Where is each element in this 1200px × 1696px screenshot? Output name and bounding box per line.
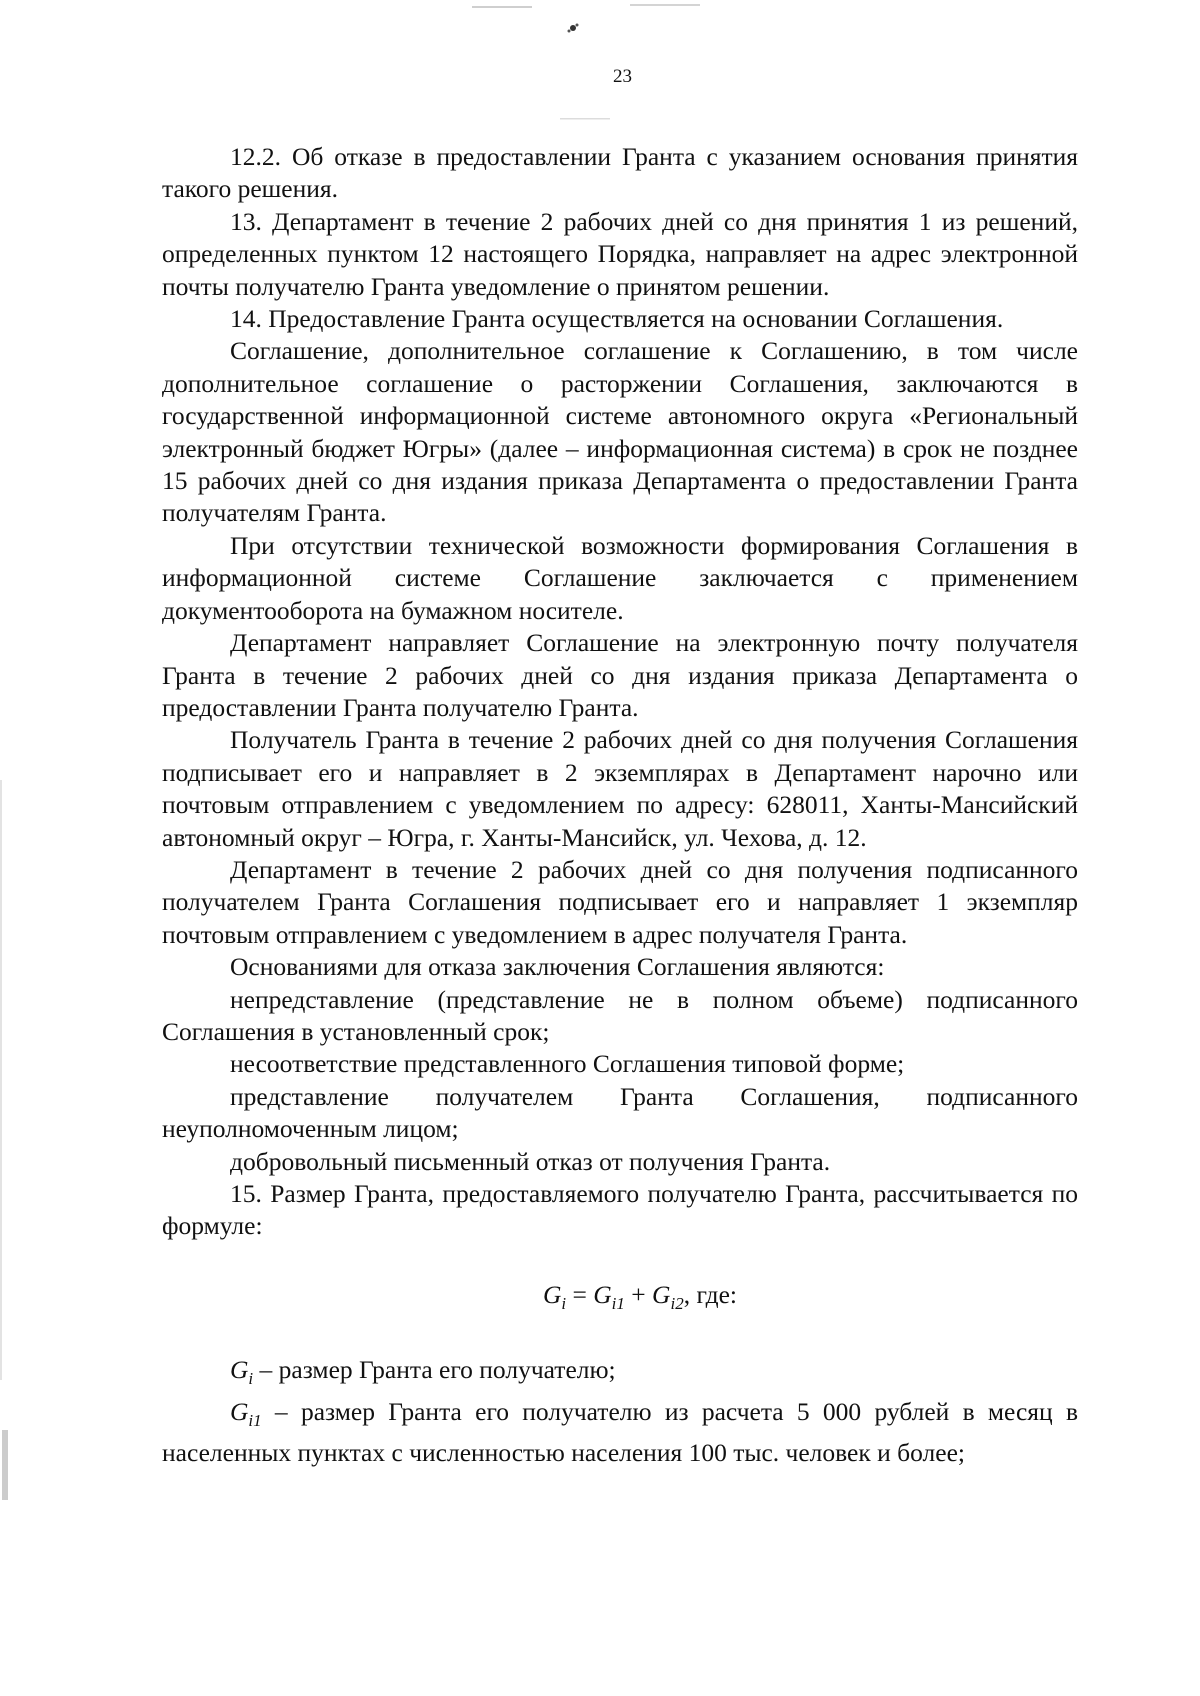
definition-gi: [162, 1354, 1078, 1396]
definition-gi1-text: – размер Гранта его получателю из расчета 5 000 рублей в месяц в населенных пунктах с численностью населения 100 тыс. человек и более;: [162, 1396, 1078, 1468]
paragraph-15: 15. Размер Гранта, предоставляемого получателю Гранта, рассчитывается по формуле:: [162, 1179, 1078, 1241]
formula-term-2: G: [652, 1279, 671, 1309]
paragraph-department-sends: Департамент направляет Соглашение на электронную почту получателя Гранта в течение 2 рабочих дней со дня издания приказа Департамента о предоставлении Гранта получателю Гранта.: [162, 628, 1078, 722]
formula-term-2-sub: i2: [670, 1293, 684, 1313]
definition-gi-text: – размер Гранта его получателю;: [253, 1355, 616, 1385]
paragraph-recipient-signs: Получатель Гранта в течение 2 рабочих дней со дня получения Соглашения подписывает его и направляет в 2 экземплярах в Департамент нарочно или почтовым отправлением с уведомлением по адресу: 628011, Ханты-Мансийский автономный округ – Югра, г. Ханты-Мансийск, ул. Чехова, д. 12.: [162, 725, 1078, 852]
formula-plus: +: [624, 1279, 653, 1309]
formula-lhs: G: [542, 1279, 562, 1309]
paragraph-agreement-info-system: Соглашение, дополнительное соглашение к Соглашению, в том числе дополнительное соглашение о расторжении Соглашения, заключаются в государственной информационной системе автономного округа «Региональный электронный бюджет Югры» (далее – информационная система) в срок не позднее 15 рабочих дней со дня издания приказа Департамента о предоставлении Гранта получателям Гранта.: [162, 336, 1078, 528]
document-body: [162, 141, 1078, 1470]
paragraph-ground-3: представление получателем Гранта Соглашения, подписанного неуполномоченным лицом;: [162, 1081, 1078, 1144]
definition-gi1-symbol: G: [230, 1396, 249, 1426]
paragraph-14: 14. Предоставление Гранта осуществляется на основании Соглашения.: [230, 304, 1004, 334]
paragraph-13: 13. Департамент в течение 2 рабочих дней со дня принятия 1 из решений, определенных пунктом 12 настоящего Порядка, направляет на адрес электронной почты получателю Гранта уведомление о принятом решении.: [162, 206, 1078, 301]
definition-gi-sub: i: [248, 1369, 254, 1389]
formula-tail: , где:: [683, 1279, 738, 1309]
paragraph-refusal-grounds: Основаниями для отказа заключения Соглашения являются:: [230, 952, 885, 982]
page-number: 23: [613, 66, 632, 87]
paragraph-ground-2: несоответствие представленного Соглашения типовой форме;: [230, 1049, 905, 1079]
paragraph-department-signs: Департамент в течение 2 рабочих дней со дня получения подписанного получателем Гранта Соглашения подписывает его и направляет 1 экземпляр почтовым отправлением с уведомлением в адрес получателя Гранта.: [162, 854, 1078, 949]
definition-gi-symbol: G: [230, 1355, 249, 1385]
formula-term-1-sub: i1: [611, 1293, 625, 1313]
grant-formula: [162, 1279, 1078, 1321]
formula-term-1: G: [593, 1279, 612, 1309]
definition-gi1-sub: i1: [248, 1410, 262, 1430]
formula-lhs-sub: i: [561, 1293, 567, 1313]
paragraph-paper-workflow: При отсутствии технической возможности формирования Соглашения в информационной системе Соглашение заключается с применением документооборота на бумажном носителе.: [162, 530, 1078, 625]
paragraph-ground-1: непредставление (представление не в полном объеме) подписанного Соглашения в установленный срок;: [162, 984, 1078, 1046]
definition-gi1: [162, 1396, 1078, 1470]
formula-eq: =: [566, 1279, 594, 1309]
paragraph-12-2: 12.2. Об отказе в предоставлении Гранта с указанием основания принятия такого решения.: [162, 142, 1078, 204]
paragraph-ground-4: добровольный письменный отказ от получения Гранта.: [230, 1146, 831, 1176]
